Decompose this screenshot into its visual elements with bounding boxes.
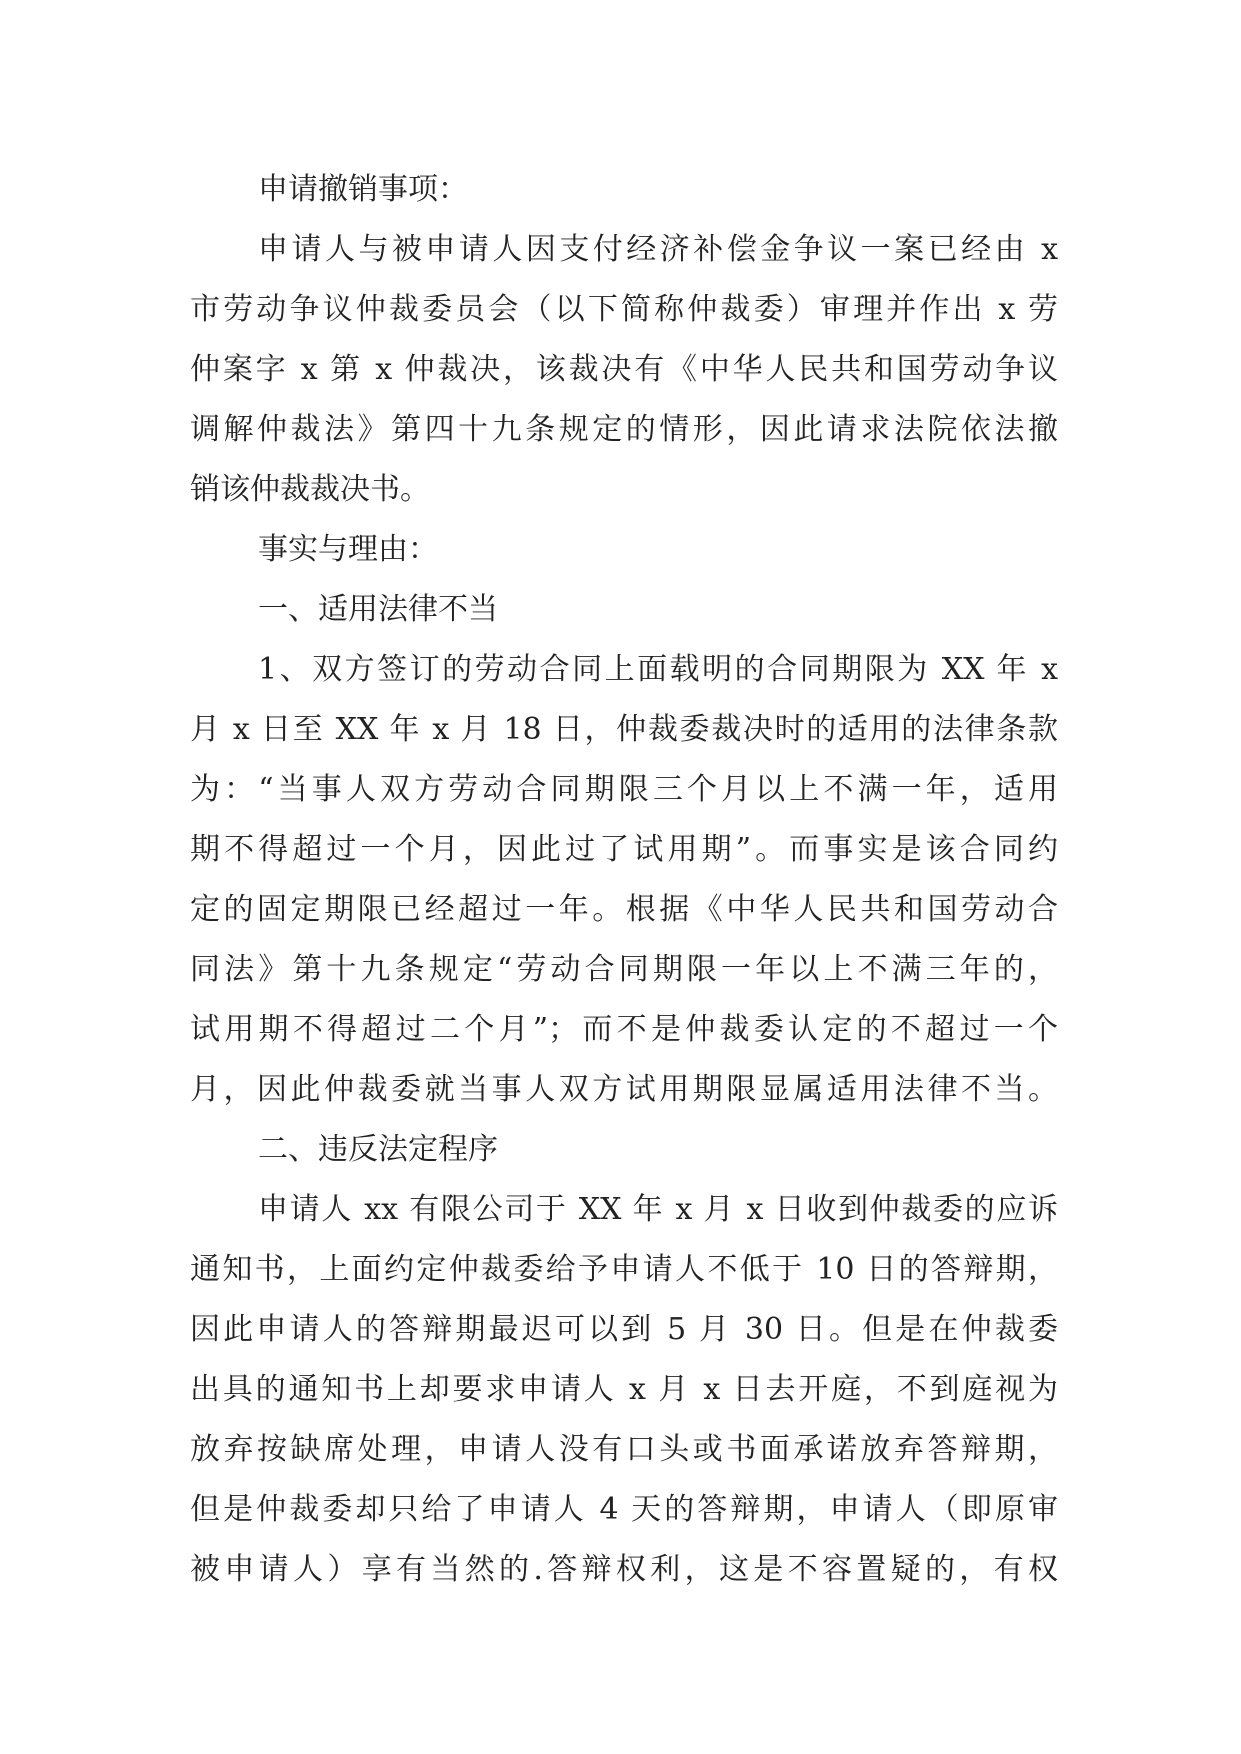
text-line: 期不得超过一个月，因此过了试用期”。而事实是该合同约 [190, 832, 1058, 867]
text-line: 同法》第十九条规定“劳动合同期限一年以上不满三年的， [190, 952, 1058, 987]
text-line: 销该仲裁裁决书。 [190, 472, 430, 507]
text-line: 因此申请人的答辩期最迟可以到 5 月 30 日。但是在仲裁委 [190, 1312, 1058, 1347]
text-line: 申请撤销事项： [258, 172, 468, 207]
text-line: 被申请人）享有当然的.答辩权利，这是不容置疑的，有权 [190, 1552, 1058, 1587]
text-line: 出具的通知书上却要求申请人 x 月 x 日去开庭，不到庭视为 [190, 1372, 1058, 1407]
text-line: 月 x 日至 XX 年 x 月 18 日，仲裁委裁决时的适用的法律条款 [190, 712, 1058, 747]
text-line: 申请人 xx 有限公司于 XX 年 x 月 x 日收到仲裁委的应诉 [258, 1192, 1058, 1227]
text-line: 市劳动争议仲裁委员会（以下简称仲裁委）审理并作出 x 劳 [190, 292, 1058, 327]
text-line: 试用期不得超过二个月”；而不是仲裁委认定的不超过一个 [190, 1012, 1058, 1047]
text-line: 1、双方签订的劳动合同上面载明的合同期限为 XX 年 x [258, 652, 1058, 687]
text-line: 调解仲裁法》第四十九条规定的情形，因此请求法院依法撤 [190, 412, 1058, 447]
text-line: 为：“当事人双方劳动合同期限三个月以上不满一年，适用 [190, 772, 1058, 807]
text-line: 通知书，上面约定仲裁委给予申请人不低于 10 日的答辩期， [190, 1252, 1058, 1287]
text-line: 仲案字 x 第 x 仲裁决，该裁决有《中华人民共和国劳动争议 [190, 352, 1058, 387]
text-line: 事实与理由： [258, 532, 438, 567]
text-line: 放弃按缺席处理，申请人没有口头或书面承诺放弃答辩期， [190, 1432, 1058, 1467]
text-line: 二、违反法定程序 [258, 1132, 498, 1167]
text-line: 定的固定期限已经超过一年。根据《中华人民共和国劳动合 [190, 892, 1058, 927]
text-line: 月，因此仲裁委就当事人双方试用期限显属适用法律不当。 [190, 1072, 1058, 1107]
document-body [190, 160, 1058, 1600]
text-line: 申请人与被申请人因支付经济补偿金争议一案已经由 x [258, 232, 1058, 267]
text-line: 一、适用法律不当 [258, 592, 498, 627]
text-line: 但是仲裁委却只给了申请人 4 天的答辩期，申请人（即原审 [190, 1492, 1058, 1527]
